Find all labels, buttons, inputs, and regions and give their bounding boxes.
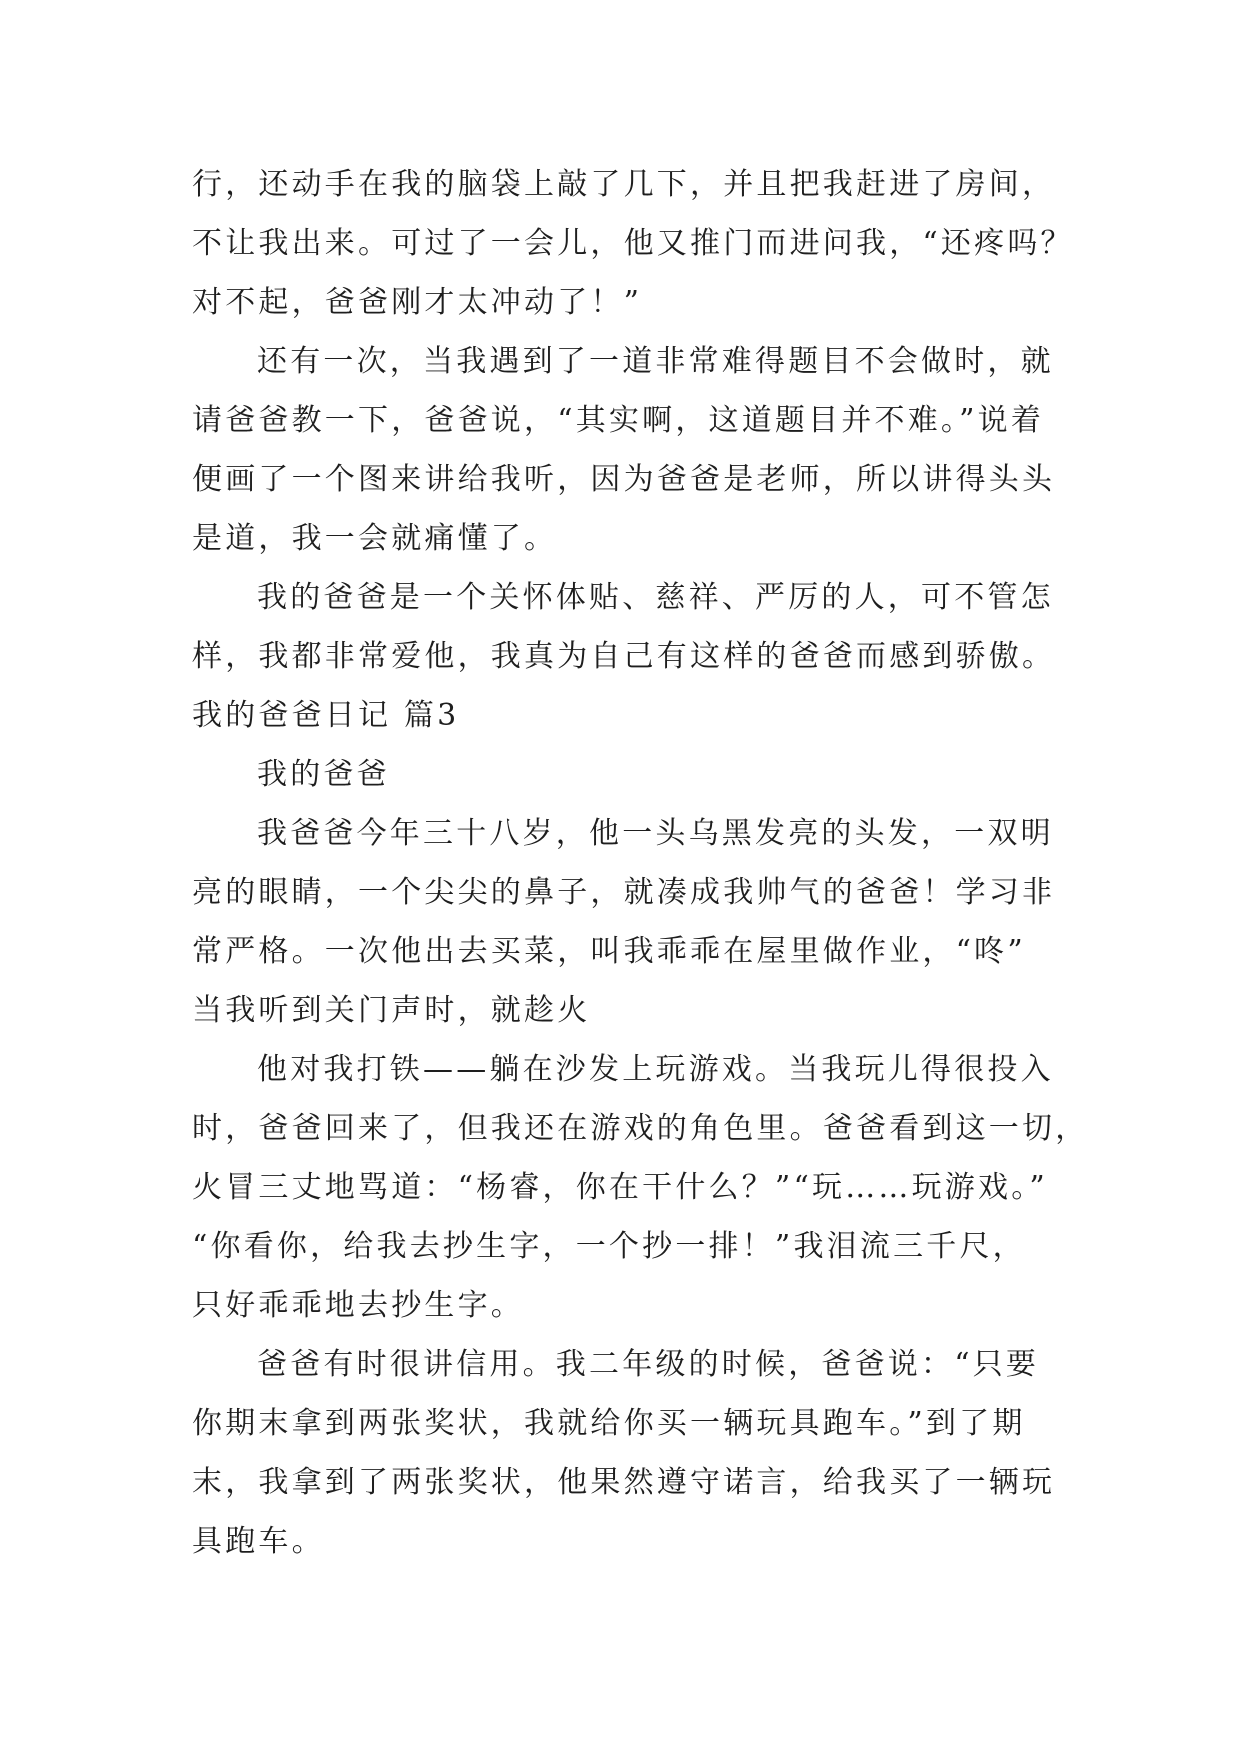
text-line: 便画了一个图来讲给我听，因为爸爸是老师，所以讲得头头 <box>192 462 1056 497</box>
text-line: 亮的眼睛，一个尖尖的鼻子，就凑成我帅气的爸爸！学习非 <box>192 875 1056 910</box>
text-line: 对不起，爸爸刚才太冲动了！” <box>192 285 643 320</box>
text-line: 具跑车。 <box>192 1524 325 1559</box>
text-line: 火冒三丈地骂道：“杨睿，你在干什么？”“玩……玩游戏。” <box>192 1170 1048 1205</box>
text-line: 他对我打铁——躺在沙发上玩游戏。当我玩儿得很投入 <box>257 1052 1054 1087</box>
text-line: “你看你，给我去抄生字，一个抄一排！”我泪流三千尺， <box>192 1229 1026 1264</box>
text-line: 时，爸爸回来了，但我还在游戏的角色里。爸爸看到这一切， <box>192 1111 1089 1146</box>
text-line: 我爸爸今年三十八岁，他一头乌黑发亮的头发，一双明 <box>257 816 1054 851</box>
text-line: 当我听到关门声时，就趁火 <box>192 993 591 1028</box>
text-line: 我的爸爸是一个关怀体贴、慈祥、严厉的人，可不管怎 <box>257 580 1054 615</box>
text-line: 不让我出来。可过了一会儿，他又推门而进问我，“还疼吗？ <box>192 226 1074 261</box>
text-line: 是道，我一会就痛懂了。 <box>192 521 558 556</box>
text-line: 样，我都非常爱他，我真为自己有这样的爸爸而感到骄傲。 <box>192 639 1056 674</box>
text-line: 常严格。一次他出去买菜，叫我乖乖在屋里做作业，“咚” <box>192 934 1026 969</box>
text-line: 你期末拿到两张奖状，我就给你买一辆玩具跑车。”到了期 <box>192 1406 1026 1441</box>
text-line: 末，我拿到了两张奖状，他果然遵守诺言，给我买了一辆玩 <box>192 1465 1056 1500</box>
text-line: 行，还动手在我的脑袋上敲了几下，并且把我赶进了房间， <box>192 167 1056 202</box>
text-line: 请爸爸教一下，爸爸说，“其实啊，这道题目并不难。”说着 <box>192 403 1045 438</box>
text-line: 爸爸有时很讲信用。我二年级的时候，爸爸说：“只要 <box>257 1347 1040 1382</box>
article-title: 我的爸爸 <box>257 757 390 792</box>
text-line: 还有一次，当我遇到了一道非常难得题目不会做时，就 <box>257 344 1054 379</box>
section-heading: 我的爸爸日记 篇3 <box>192 698 460 733</box>
document-body-text <box>192 155 1089 1571</box>
text-line: 只好乖乖地去抄生字。 <box>192 1288 524 1323</box>
